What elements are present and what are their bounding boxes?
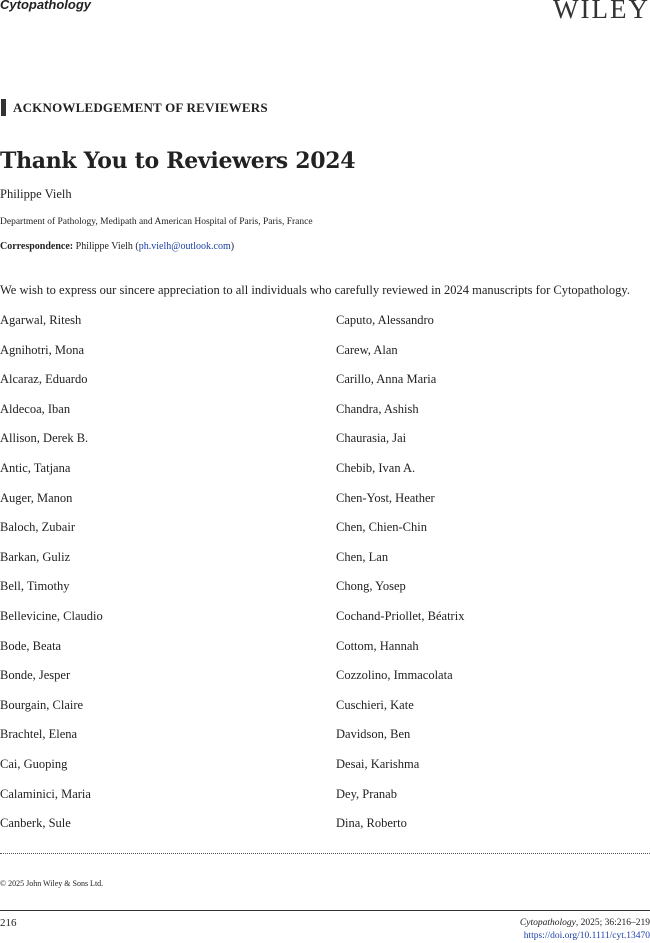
- doi-link[interactable]: https://doi.org/10.1111/cyt.13470: [523, 931, 650, 941]
- reviewer-name: Bourgain, Claire: [0, 697, 84, 712]
- citation: [520, 917, 650, 943]
- reviewer-name: Chandra, Ashish: [336, 401, 419, 416]
- reviewer-name: Auger, Manon: [0, 490, 73, 505]
- reviewer-name: Baloch, Zubair: [0, 520, 75, 535]
- reviewer-name: Antic, Tatjana: [0, 460, 71, 475]
- reviewer-name: Cozzolino, Immacolata: [336, 668, 453, 683]
- reviewer-name: Barkan, Guliz: [0, 549, 71, 564]
- reviewer-name: Caputo, Alessandro: [336, 313, 434, 327]
- reviewer-name: Cai, Guoping: [0, 756, 68, 771]
- reviewer-name: Carillo, Anna Maria: [336, 372, 437, 387]
- reviewer-name: Bellevicine, Claudio: [0, 608, 103, 623]
- reviewer-name: Dina, Roberto: [336, 816, 407, 831]
- reviewer-name: Alcaraz, Eduardo: [0, 372, 88, 387]
- reviewer-name: Canberk, Sule: [0, 816, 71, 831]
- citation-volume: , 2025; 36:216–219: [575, 918, 650, 928]
- reviewer-name: Agnihotri, Mona: [0, 342, 85, 357]
- correspondence: [0, 241, 234, 252]
- reviewer-name: Bode, Beata: [0, 638, 62, 653]
- journal-name: Cytopathology: [0, 0, 91, 12]
- reviewer-name: Chen, Chien-Chin: [336, 520, 427, 535]
- reviewer-name: Chen, Lan: [336, 549, 389, 564]
- correspondence-close: ): [230, 241, 235, 252]
- author-name: Philippe Vielh: [0, 187, 72, 201]
- footnote-divider: [0, 853, 650, 854]
- reviewer-name: Agarwal, Ritesh: [0, 313, 82, 327]
- citation-line: [520, 917, 650, 930]
- intro-paragraph: We wish to express our sincere appreciation to all individuals who carefully reviewed in 2024 manuscripts for Cytopathology.: [0, 283, 630, 297]
- reviewer-name: Chong, Yosep: [336, 579, 406, 594]
- article-title: Thank You to Reviewers 2024: [0, 148, 356, 174]
- publisher-logo: WILEY: [553, 0, 650, 24]
- page-number: 216: [0, 917, 17, 929]
- correspondence-name: Philippe Vielh (: [75, 241, 139, 252]
- reviewer-name: Cuschieri, Kate: [336, 697, 414, 712]
- reviewer-name: Brachtel, Elena: [0, 727, 78, 742]
- reviewer-name: Cochand-Priollet, Béatrix: [336, 608, 465, 623]
- reviewer-name: Chen-Yost, Heather: [336, 490, 435, 505]
- reviewer-name: Calaminici, Maria: [0, 786, 91, 801]
- copyright-notice: © 2025 John Wiley & Sons Ltd.: [0, 879, 104, 888]
- reviewer-list-right: [336, 312, 464, 845]
- reviewer-name: Cottom, Hannah: [336, 638, 419, 653]
- reviewer-name: Chebib, Ivan A.: [336, 460, 416, 475]
- reviewer-name: Bell, Timothy: [0, 579, 70, 594]
- reviewer-name: Davidson, Ben: [336, 727, 411, 742]
- reviewer-list-left: [0, 312, 103, 845]
- section-marker: [1, 99, 6, 116]
- reviewer-name: Dey, Pranab: [336, 786, 397, 801]
- reviewer-name: Allison, Derek B.: [0, 431, 89, 446]
- reviewer-name: Chaurasia, Jai: [336, 431, 407, 446]
- correspondence-label: Correspondence:: [0, 241, 74, 252]
- reviewer-name: Aldecoa, Iban: [0, 401, 71, 416]
- correspondence-email-link[interactable]: ph.vielh@outlook.com: [138, 241, 231, 252]
- reviewer-name: Carew, Alan: [336, 342, 398, 357]
- reviewer-name: Bonde, Jesper: [0, 668, 71, 683]
- author-affiliation: Department of Pathology, Medipath and American Hospital of Paris, Paris, France: [0, 217, 313, 227]
- footer-rule: [0, 910, 650, 911]
- reviewer-name: Desai, Karishma: [336, 756, 420, 771]
- section-label: ACKNOWLEDGEMENT OF REVIEWERS: [13, 100, 268, 115]
- citation-journal: Cytopathology: [519, 918, 576, 928]
